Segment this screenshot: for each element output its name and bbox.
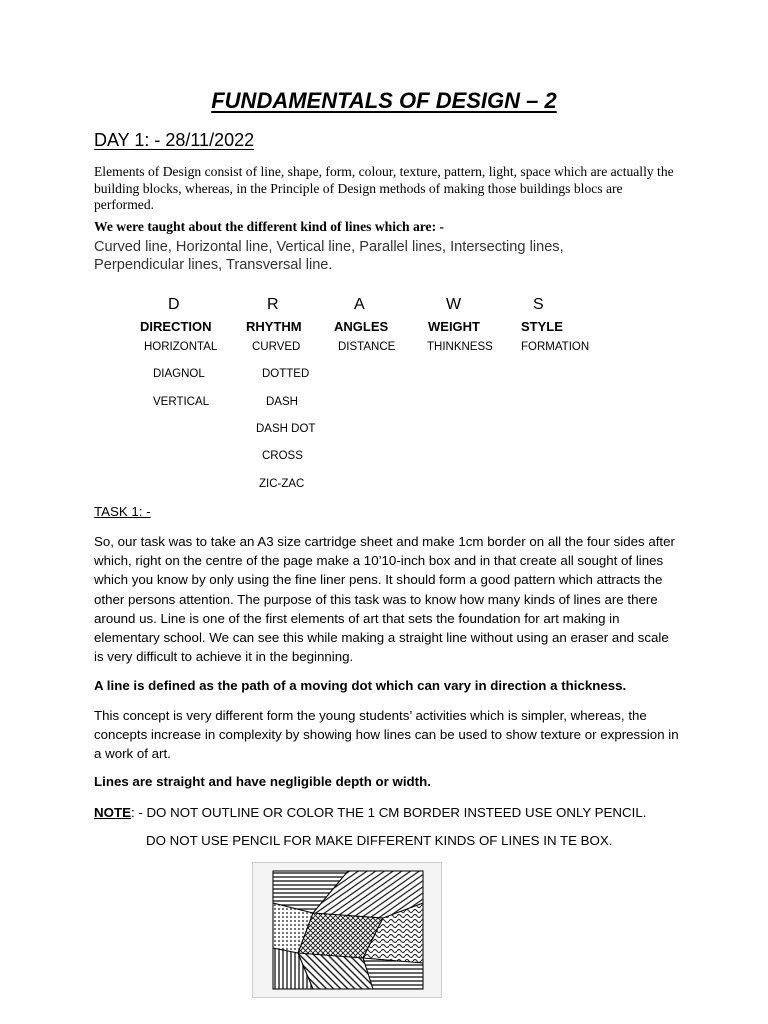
draws-item: FORMATION [521, 341, 590, 353]
lines-heading: We were taught about the different kind of lines which are: - [94, 219, 445, 234]
draws-item: CROSS [262, 450, 303, 462]
draws-letter: R [267, 296, 279, 313]
draws-letter: S [533, 296, 544, 313]
note-line [94, 803, 679, 822]
draws-heading: ANGLES [334, 319, 389, 334]
line-definition: A line is defined as the path of a moving dot which can vary in direction a thickness. [94, 678, 627, 693]
draws-heading: WEIGHT [428, 319, 480, 334]
draws-item: DASH [266, 396, 298, 408]
draws-heading: DIRECTION [140, 319, 212, 334]
concept-paragraph: This concept is very different form the young students’ activities which is simpler, whereas, the concepts increase in complexity by showing how lines can be used to show texture or expression in a work of art. [94, 708, 679, 762]
line-pattern-photo [252, 862, 442, 998]
draws-item: DIAGNOL [153, 368, 205, 380]
day-heading: DAY 1: - 28/11/2022 [94, 130, 255, 150]
draws-letter: A [354, 296, 365, 313]
draws-item: HORIZONTAL [144, 341, 218, 353]
draws-item: CURVED [252, 341, 301, 353]
draws-item: DISTANCE [338, 341, 396, 353]
page-title: FUNDAMENTALS OF DESIGN – 2 [211, 88, 557, 113]
straight-lines-statement: Lines are straight and have negligible depth or width. [94, 774, 431, 789]
task-paragraph: So, our task was to take an A3 size cartridge sheet and make 1cm border on all the four sides after which, right on the centre of the page make a 10’10-inch box and in that create all sought of lines which you know by only using the fine liner pens. It should form a good pattern which attracts the other persons attention. The purpose of this task was to know how many kinds of lines are there around us. Line is one of the first elements of art that sets the foundation for art making in elementary school. We can see this while making a straight line without using an eraser and scale is very difficult to achieve it in the beginning. [94, 534, 675, 665]
note-label: NOTE [94, 805, 131, 820]
note-line-2: DO NOT USE PENCIL FOR MAKE DIFFERENT KINDS OF LINES IN TE BOX. [146, 833, 613, 848]
intro-paragraph: Elements of Design consist of line, shape, form, colour, texture, pattern, light, space which are actually the building blocks, whereas, in the Principle of Design methods of making those buildings blocs are performed. [94, 164, 674, 212]
note-text: : - DO NOT OUTLINE OR COLOR THE 1 CM BORDER INSTEED USE ONLY PENCIL. [130, 805, 647, 820]
task-label: TASK 1: - [94, 504, 151, 519]
draws-item: VERTICAL [153, 396, 210, 408]
draws-item: DOTTED [262, 368, 310, 380]
draws-letter: W [446, 296, 462, 313]
line-pattern-artwork [253, 863, 441, 997]
draws-letter: D [168, 296, 180, 313]
draws-item: THINKNESS [427, 341, 493, 353]
draws-item: ZIC-ZAC [259, 478, 305, 490]
draws-item: DASH DOT [256, 423, 316, 435]
draws-heading: RHYTHM [246, 319, 302, 334]
lines-list: Curved line, Horizontal line, Vertical line, Parallel lines, Intersecting lines, Perpendicular lines, Transversal line. [94, 239, 564, 273]
draws-heading: STYLE [521, 319, 563, 334]
